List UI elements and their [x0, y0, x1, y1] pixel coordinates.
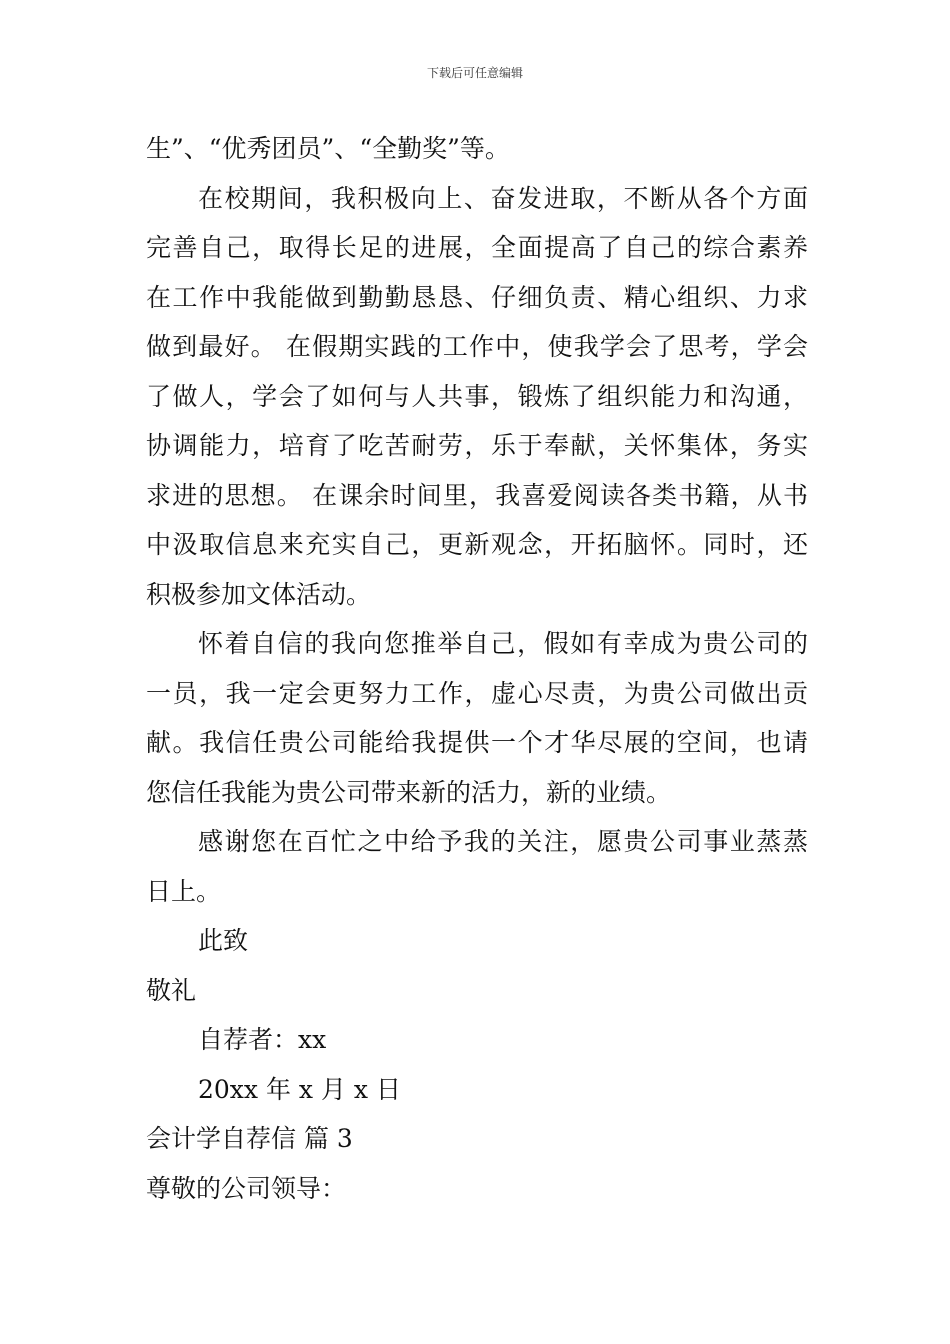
signature-date: 20xx 年 x 月 x 日 — [198, 1074, 401, 1104]
closing-salutation: 此致 — [198, 926, 249, 955]
paragraph-1-line-5: 了做人，学会了如何与人共事，锻炼了组织能力和沟通， — [146, 381, 808, 411]
paragraph-3-line-2: 日上。 — [146, 876, 222, 906]
paragraph-1-line-7: 求进的思想。 在课余时间里，我喜爱阅读各类书籍，从书 — [146, 480, 808, 510]
document-body — [146, 124, 808, 1213]
text-line-1: 生”、“优秀团员”、“全勤奖”等。 — [146, 134, 510, 163]
paragraph-1-line-6: 协调能力，培育了吃苦耐劳，乐于奉献，关怀集体，务实 — [146, 431, 808, 460]
signature-name: 自荐者：xx — [198, 1025, 327, 1054]
paragraph-2-line-2: 一员，我一定会更努力工作，虚心尽责，为贵公司做出贡 — [146, 678, 808, 708]
paragraph-1-line-1: 在校期间，我积极向上、奋发进取，不断从各个方面 — [198, 183, 808, 213]
paragraph-2-line-3: 献。我信任贵公司能给我提供一个才华尽展的空间，也请 — [146, 728, 808, 757]
page-header-note: 下载后可任意编辑 — [426, 66, 523, 80]
paragraph-2-line-4: 您信任我能为贵公司带来新的活力，新的业绩。 — [146, 777, 672, 807]
greeting: 尊敬的公司领导： — [146, 1173, 347, 1203]
paragraph-1-line-3: 在工作中我能做到勤勤恳恳、仔细负责、精心组织、力求 — [146, 282, 808, 312]
paragraph-2-line-1: 怀着自信的我向您推举自己，假如有幸成为贵公司的 — [198, 629, 808, 658]
paragraph-1-line-8: 中汲取信息来充实自己，更新观念，开拓脑怀。同时，还 — [146, 530, 808, 559]
paragraph-1-line-2: 完善自己，取得长足的进展，全面提高了自己的综合素养 — [146, 233, 808, 262]
paragraph-1-line-4: 做到最好。 在假期实践的工作中，使我学会了思考，学会 — [146, 332, 808, 361]
section-title: 会计学自荐信 篇 3 — [146, 1124, 353, 1153]
paragraph-1-line-9: 积极参加文体活动。 — [146, 579, 372, 609]
closing-regards: 敬礼 — [146, 975, 197, 1005]
paragraph-3-line-1: 感谢您在百忙之中给予我的关注，愿贵公司事业蒸蒸 — [198, 827, 808, 856]
